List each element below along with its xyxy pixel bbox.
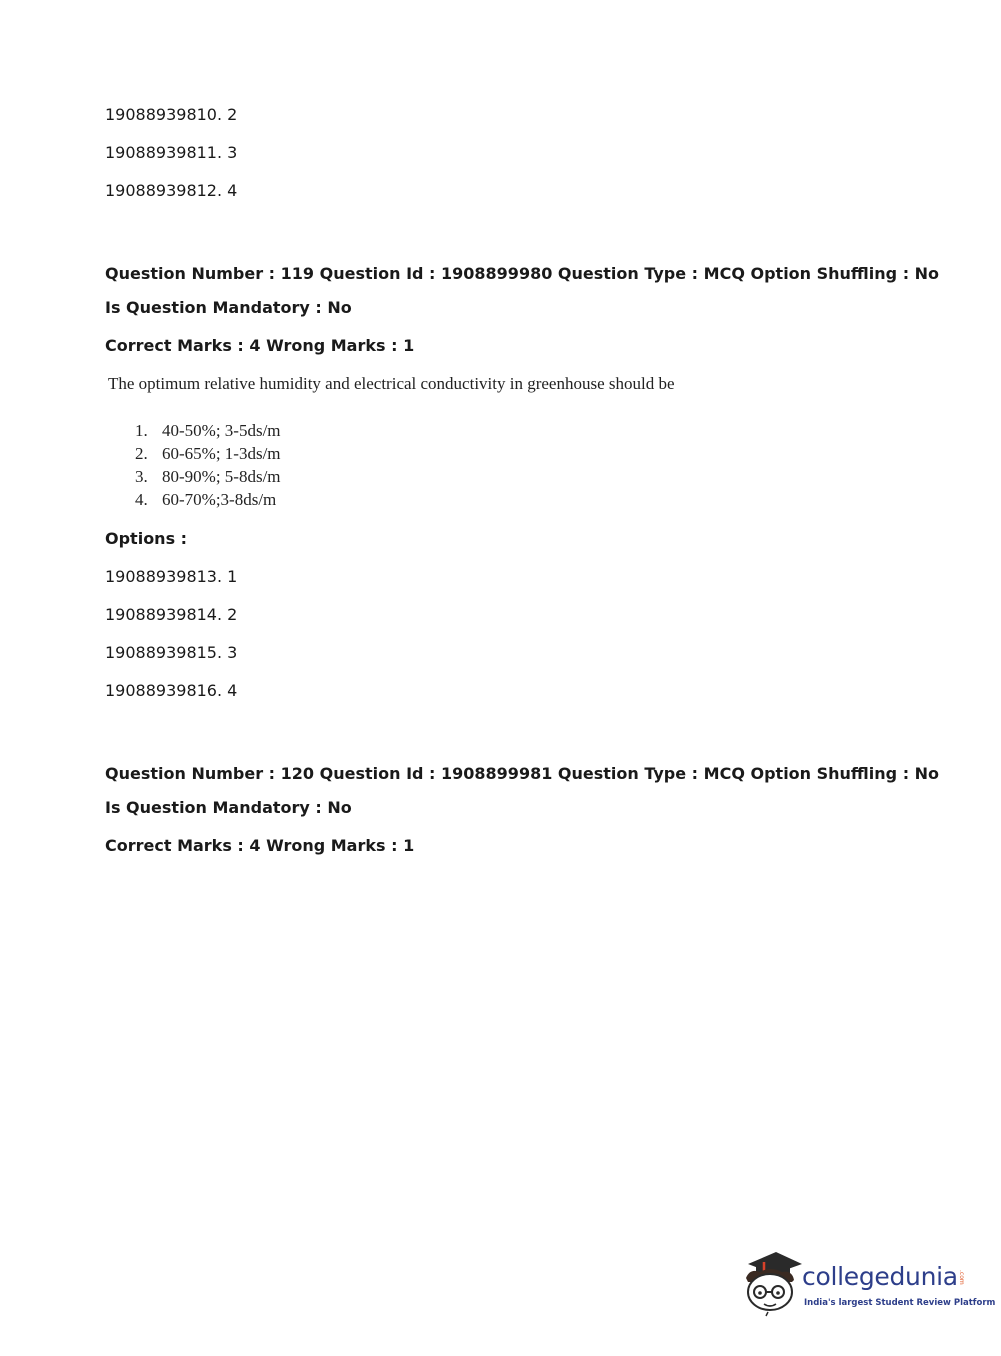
logo-wordmark: collegedunia <box>802 1262 958 1291</box>
logo-suffix: .com <box>958 1270 965 1285</box>
q119-header: Question Number : 119 Question Id : 1908899980 Question Type : MCQ Option Shuffling : No <box>105 264 940 283</box>
prev-option-2: 19088939811. 3 <box>105 143 238 162</box>
q119-option-2: 19088939814. 2 <box>105 605 238 624</box>
q119-choice-number: 4. <box>135 490 148 509</box>
q119-choice-2 <box>135 443 281 465</box>
q119-choice-text: 80-90%; 5-8ds/m <box>162 467 281 486</box>
q119-choice-number: 3. <box>135 467 148 486</box>
q119-option-4: 19088939816. 4 <box>105 681 238 700</box>
mascot-icon <box>742 1248 802 1318</box>
q120-mandatory: Is Question Mandatory : No <box>105 798 352 817</box>
q119-choice-text: 40-50%; 3-5ds/m <box>162 421 281 440</box>
q119-choice-4 <box>135 489 276 511</box>
logo-tagline: India's largest Student Review Platform <box>804 1298 996 1308</box>
q119-option-3: 19088939815. 3 <box>105 643 238 662</box>
q119-question-text: The optimum relative humidity and electrical conductivity in greenhouse should be <box>108 374 675 393</box>
q119-choice-1 <box>135 420 281 442</box>
q119-choice-3 <box>135 466 281 488</box>
q119-mandatory: Is Question Mandatory : No <box>105 298 352 317</box>
q119-option-1: 19088939813. 1 <box>105 567 238 586</box>
q119-choice-text: 60-65%; 1-3ds/m <box>162 444 281 463</box>
q119-choice-number: 1. <box>135 421 148 440</box>
q120-header: Question Number : 120 Question Id : 1908899981 Question Type : MCQ Option Shuffling : No <box>105 764 940 783</box>
collegedunia-logo <box>742 1248 996 1318</box>
q119-options-label: Options : <box>105 529 188 548</box>
prev-option-1: 19088939810. 2 <box>105 105 238 124</box>
q119-marks: Correct Marks : 4 Wrong Marks : 1 <box>105 336 415 355</box>
q120-marks: Correct Marks : 4 Wrong Marks : 1 <box>105 836 415 855</box>
prev-option-3: 19088939812. 4 <box>105 181 238 200</box>
q119-choice-number: 2. <box>135 444 148 463</box>
q119-choice-text: 60-70%;3-8ds/m <box>162 490 277 509</box>
